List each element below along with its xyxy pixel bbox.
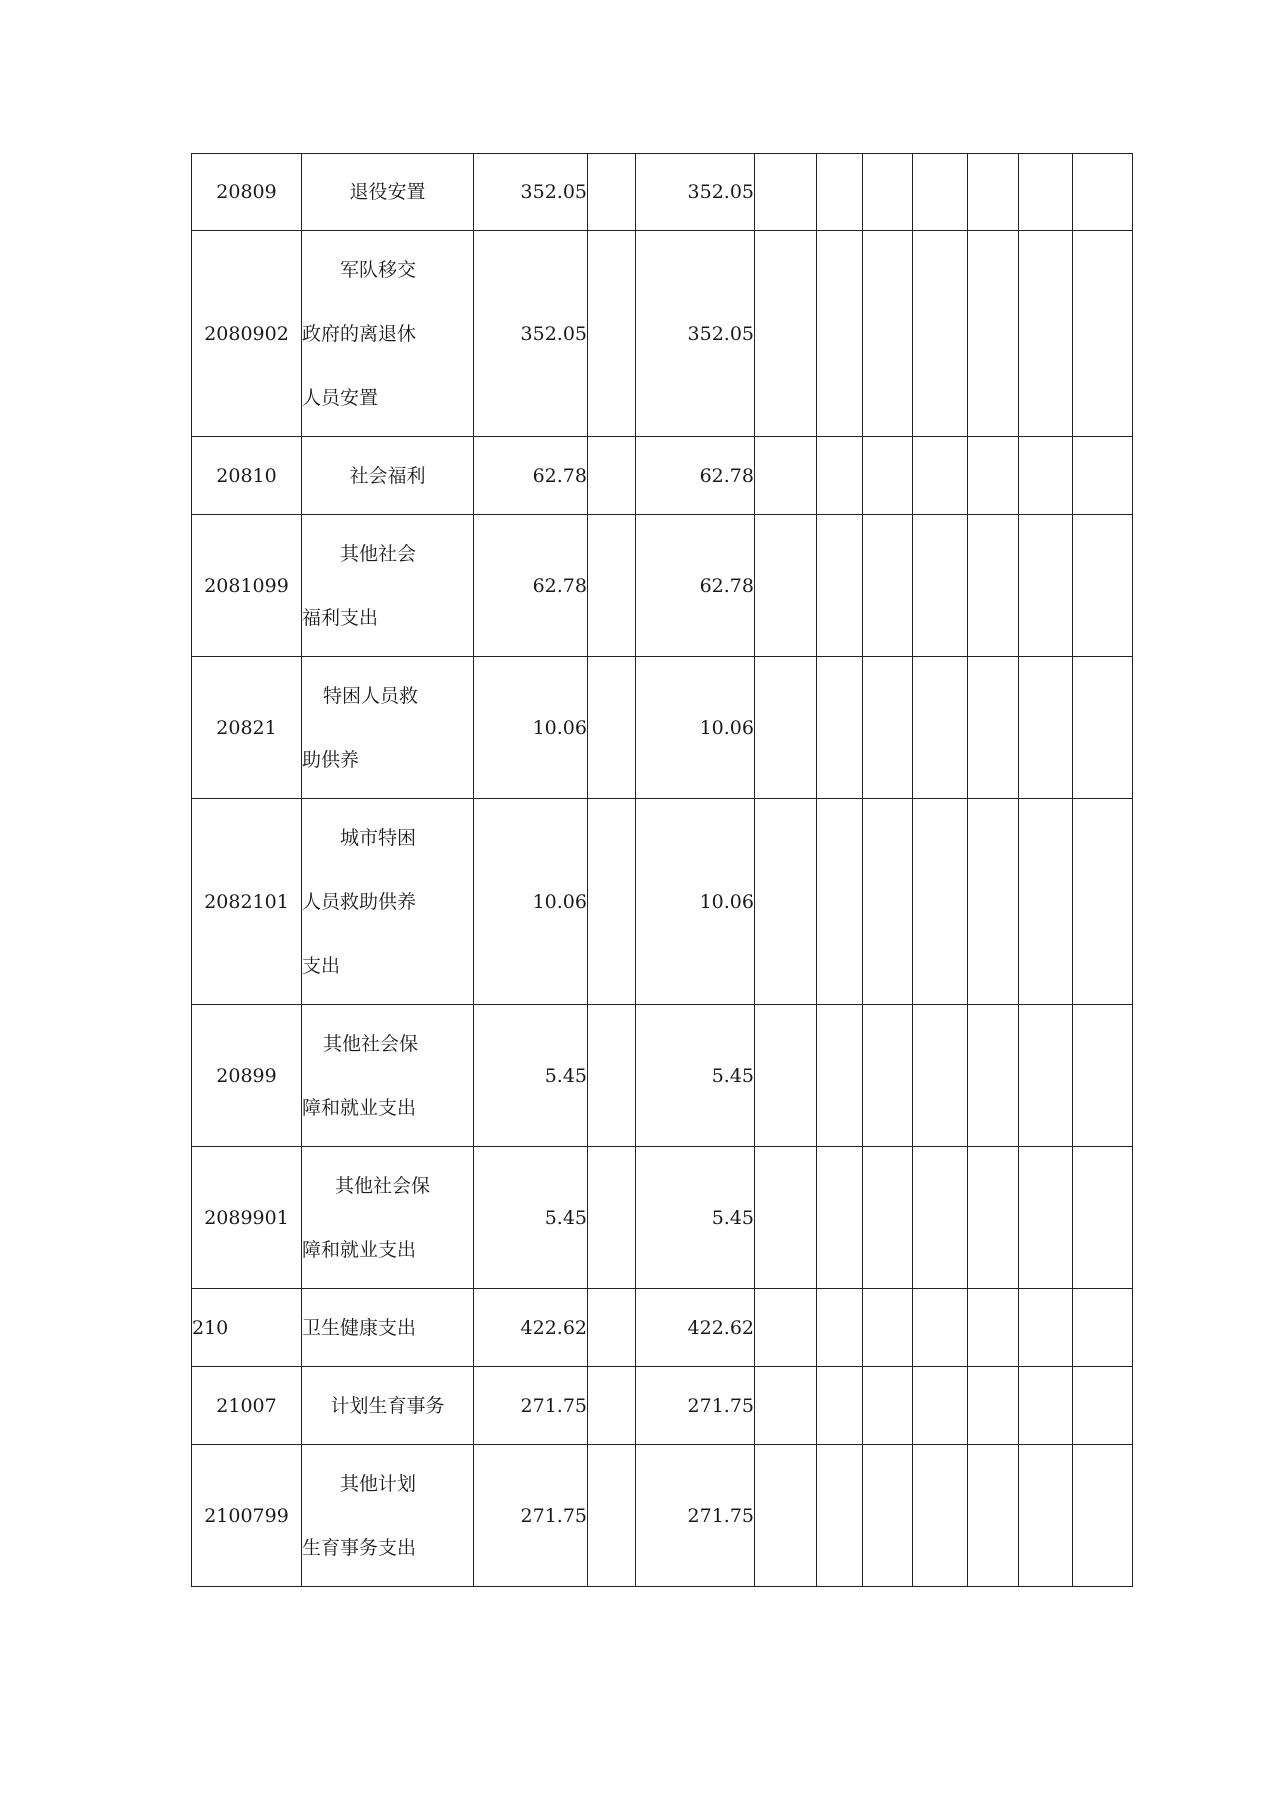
empty-cell xyxy=(755,1005,817,1147)
empty-cell xyxy=(1073,437,1133,515)
table-row xyxy=(192,231,1133,437)
subject-name: 特困人员救 助供养 xyxy=(302,657,474,799)
subject-code: 2089901 xyxy=(192,1147,302,1289)
empty-cell xyxy=(913,1367,968,1445)
empty-cell xyxy=(913,437,968,515)
empty-cell xyxy=(913,1445,968,1587)
amount-cell: 10.06 xyxy=(474,799,588,1005)
empty-cell xyxy=(817,437,863,515)
empty-cell xyxy=(863,799,913,1005)
empty-cell xyxy=(913,1147,968,1289)
amount-cell: 5.45 xyxy=(636,1005,755,1147)
amount-cell xyxy=(588,1147,636,1289)
amount-cell: 271.75 xyxy=(474,1367,588,1445)
empty-cell xyxy=(1073,515,1133,657)
subject-code: 21007 xyxy=(192,1367,302,1445)
empty-cell xyxy=(863,1289,913,1367)
empty-cell xyxy=(817,657,863,799)
amount-cell: 5.45 xyxy=(636,1147,755,1289)
empty-cell xyxy=(817,154,863,231)
empty-cell xyxy=(913,231,968,437)
empty-cell xyxy=(755,799,817,1005)
empty-cell xyxy=(863,154,913,231)
empty-cell xyxy=(1073,1445,1133,1587)
subject-name: 军队移交 政府的离退休 人员安置 xyxy=(302,231,474,437)
empty-cell xyxy=(817,1445,863,1587)
empty-cell xyxy=(1073,657,1133,799)
empty-cell xyxy=(755,437,817,515)
subject-code: 20899 xyxy=(192,1005,302,1147)
empty-cell xyxy=(968,231,1019,437)
subject-name: 社会福利 xyxy=(302,437,474,515)
empty-cell xyxy=(1073,1367,1133,1445)
table-row xyxy=(192,657,1133,799)
empty-cell xyxy=(755,231,817,437)
empty-cell xyxy=(1019,657,1073,799)
amount-cell: 10.06 xyxy=(636,799,755,1005)
amount-cell: 62.78 xyxy=(636,437,755,515)
subject-name: 城市特困 人员救助供养 支出 xyxy=(302,799,474,1005)
empty-cell xyxy=(755,1445,817,1587)
subject-name: 其他社会保 障和就业支出 xyxy=(302,1005,474,1147)
empty-cell xyxy=(817,799,863,1005)
empty-cell xyxy=(968,1367,1019,1445)
table-row xyxy=(192,1367,1133,1445)
empty-cell xyxy=(1019,1367,1073,1445)
amount-cell: 352.05 xyxy=(474,231,588,437)
amount-cell: 10.06 xyxy=(636,657,755,799)
amount-cell xyxy=(588,515,636,657)
amount-cell: 10.06 xyxy=(474,657,588,799)
empty-cell xyxy=(1073,154,1133,231)
empty-cell xyxy=(913,154,968,231)
empty-cell xyxy=(968,1005,1019,1147)
amount-cell: 422.62 xyxy=(636,1289,755,1367)
subject-code: 2100799 xyxy=(192,1445,302,1587)
budget-table xyxy=(191,153,1133,1587)
empty-cell xyxy=(755,1289,817,1367)
empty-cell xyxy=(755,515,817,657)
empty-cell xyxy=(863,657,913,799)
empty-cell xyxy=(817,1367,863,1445)
amount-cell: 352.05 xyxy=(474,154,588,231)
amount-cell xyxy=(588,657,636,799)
table-row xyxy=(192,437,1133,515)
amount-cell xyxy=(588,437,636,515)
subject-name: 其他计划 生育事务支出 xyxy=(302,1445,474,1587)
subject-code: 2080902 xyxy=(192,231,302,437)
empty-cell xyxy=(1019,437,1073,515)
table-row xyxy=(192,154,1133,231)
subject-code: 2081099 xyxy=(192,515,302,657)
empty-cell xyxy=(755,1147,817,1289)
subject-name: 卫生健康支出 xyxy=(302,1289,474,1367)
table-row xyxy=(192,1005,1133,1147)
amount-cell: 422.62 xyxy=(474,1289,588,1367)
amount-cell: 62.78 xyxy=(474,515,588,657)
table-row xyxy=(192,799,1133,1005)
empty-cell xyxy=(863,515,913,657)
amount-cell xyxy=(588,799,636,1005)
empty-cell xyxy=(968,1445,1019,1587)
empty-cell xyxy=(968,1147,1019,1289)
subject-code: 20821 xyxy=(192,657,302,799)
amount-cell xyxy=(588,1445,636,1587)
empty-cell xyxy=(1019,799,1073,1005)
empty-cell xyxy=(913,799,968,1005)
empty-cell xyxy=(1073,1289,1133,1367)
empty-cell xyxy=(968,1289,1019,1367)
amount-cell xyxy=(588,154,636,231)
table-row xyxy=(192,515,1133,657)
empty-cell xyxy=(817,1005,863,1147)
empty-cell xyxy=(863,1367,913,1445)
amount-cell: 5.45 xyxy=(474,1005,588,1147)
empty-cell xyxy=(817,515,863,657)
subject-code: 210 xyxy=(192,1289,302,1367)
amount-cell: 352.05 xyxy=(636,154,755,231)
empty-cell xyxy=(1019,1445,1073,1587)
amount-cell: 62.78 xyxy=(636,515,755,657)
empty-cell xyxy=(913,1289,968,1367)
empty-cell xyxy=(817,1289,863,1367)
empty-cell xyxy=(1073,799,1133,1005)
empty-cell xyxy=(968,515,1019,657)
empty-cell xyxy=(755,1367,817,1445)
empty-cell xyxy=(913,1005,968,1147)
empty-cell xyxy=(755,154,817,231)
empty-cell xyxy=(1019,515,1073,657)
empty-cell xyxy=(1019,154,1073,231)
amount-cell xyxy=(588,1367,636,1445)
amount-cell xyxy=(588,1005,636,1147)
subject-code: 2082101 xyxy=(192,799,302,1005)
amount-cell: 271.75 xyxy=(474,1445,588,1587)
empty-cell xyxy=(863,1147,913,1289)
subject-code: 20810 xyxy=(192,437,302,515)
empty-cell xyxy=(817,231,863,437)
amount-cell: 352.05 xyxy=(636,231,755,437)
amount-cell: 62.78 xyxy=(474,437,588,515)
subject-name: 退役安置 xyxy=(302,154,474,231)
empty-cell xyxy=(968,154,1019,231)
empty-cell xyxy=(817,1147,863,1289)
amount-cell: 271.75 xyxy=(636,1445,755,1587)
empty-cell xyxy=(863,1005,913,1147)
table-row xyxy=(192,1147,1133,1289)
empty-cell xyxy=(1019,1289,1073,1367)
empty-cell xyxy=(968,437,1019,515)
table-row xyxy=(192,1289,1133,1367)
empty-cell xyxy=(913,515,968,657)
empty-cell xyxy=(1019,231,1073,437)
empty-cell xyxy=(1019,1147,1073,1289)
table-row xyxy=(192,1445,1133,1587)
amount-cell xyxy=(588,231,636,437)
empty-cell xyxy=(968,799,1019,1005)
empty-cell xyxy=(1073,1005,1133,1147)
empty-cell xyxy=(913,657,968,799)
subject-name: 其他社会 福利支出 xyxy=(302,515,474,657)
empty-cell xyxy=(1073,1147,1133,1289)
empty-cell xyxy=(755,657,817,799)
subject-name: 其他社会保 障和就业支出 xyxy=(302,1147,474,1289)
amount-cell: 271.75 xyxy=(636,1367,755,1445)
subject-name: 计划生育事务 xyxy=(302,1367,474,1445)
empty-cell xyxy=(863,231,913,437)
empty-cell xyxy=(863,1445,913,1587)
empty-cell xyxy=(1073,231,1133,437)
amount-cell xyxy=(588,1289,636,1367)
subject-code: 20809 xyxy=(192,154,302,231)
empty-cell xyxy=(1019,1005,1073,1147)
amount-cell: 5.45 xyxy=(474,1147,588,1289)
empty-cell xyxy=(863,437,913,515)
empty-cell xyxy=(968,657,1019,799)
